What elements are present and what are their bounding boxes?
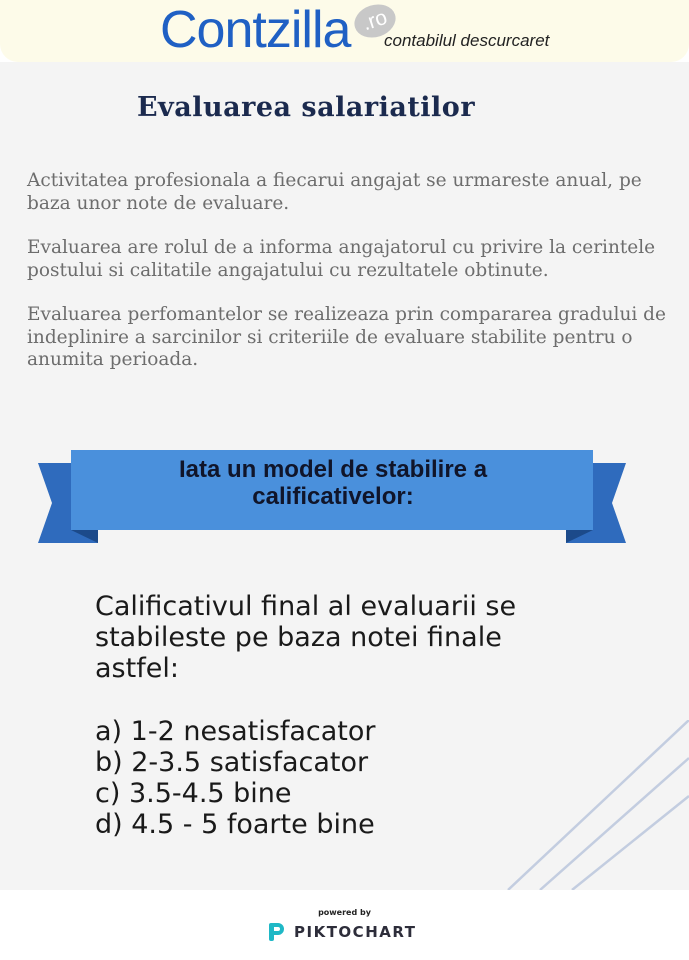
grade-item-c: c) 3.5-4.5 bine xyxy=(95,778,292,809)
ribbon-banner xyxy=(38,450,626,544)
site-header xyxy=(0,0,689,62)
ribbon-line-2: calificativelor: xyxy=(252,483,414,510)
deco-line-1 xyxy=(508,720,689,890)
powered-by-label: powered by xyxy=(318,908,371,917)
ribbon-line-1: Iata un model de stabilire a xyxy=(178,456,488,483)
ro-domain-badge: .ro xyxy=(350,0,400,43)
decorative-diagonal-lines xyxy=(500,720,689,890)
final-line-2: stabileste pe baza notei finale xyxy=(95,622,502,653)
piktochart-brand[interactable] xyxy=(266,920,416,944)
paragraph-performance: Evaluarea perfomantelor se realizeaza prin compararea gradului de indeplinire a sarcinilor si criteriile de evaluare stabilite pentru o anumita perioada. xyxy=(27,304,666,370)
final-line-3: astfel: xyxy=(95,653,179,684)
paragraph-annual-evaluation: Activitatea profesionala a fiecarui angajat se urmareste anual, pe baza unor note de evaluare. xyxy=(27,170,642,214)
final-rating-text xyxy=(95,591,615,684)
contzilla-logo[interactable]: Contzilla xyxy=(160,1,351,59)
ribbon-text xyxy=(108,456,558,510)
deco-line-2 xyxy=(540,758,689,890)
footer xyxy=(0,890,689,960)
final-line-1: Calificativul final al evaluarii se xyxy=(95,591,517,622)
tagline: contabilul descurcaret xyxy=(384,31,550,50)
grade-item-b: b) 2-3.5 satisfacator xyxy=(95,747,369,778)
piktochart-wordmark: PIKTOCHART xyxy=(294,923,417,941)
grade-item-a: a) 1-2 nesatisfacator xyxy=(95,716,376,747)
intro-paragraphs xyxy=(27,170,667,394)
grades-list xyxy=(95,716,375,840)
grade-item-d: d) 4.5 - 5 foarte bine xyxy=(95,809,375,840)
page-title: Evaluarea salariatilor xyxy=(136,92,476,123)
paragraph-evaluation-role: Evaluarea are rolul de a informa angajatorul cu privire la cerintele postului si calitatile angajatului cu rezultatele obtinute. xyxy=(27,237,656,281)
piktochart-logo-icon xyxy=(266,921,288,943)
